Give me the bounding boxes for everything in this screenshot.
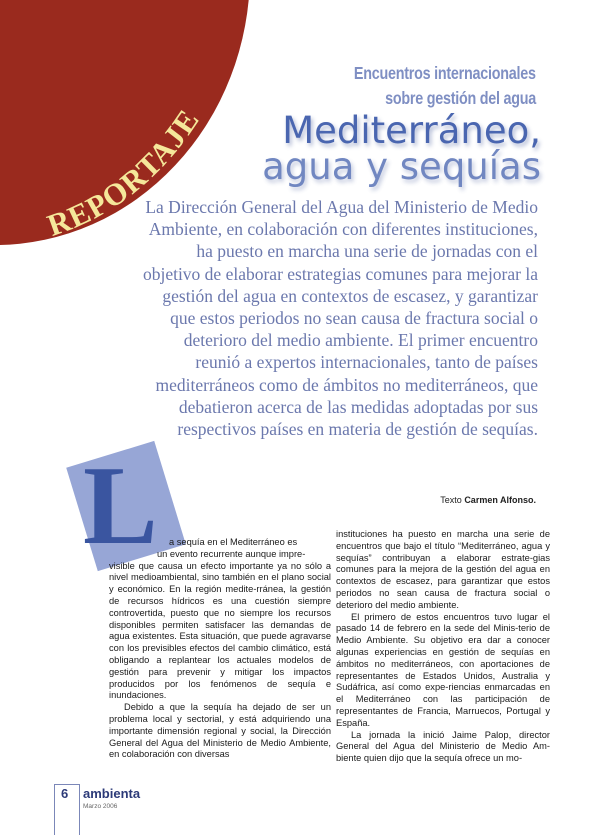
byline-author: Carmen Alfonso.: [464, 495, 536, 505]
section-label-text: REPORTAJE: [42, 102, 207, 243]
byline-prefix: Texto: [440, 495, 462, 505]
page-number: 6: [61, 786, 69, 801]
body-text-line: a sequía en el Mediterráneo es: [169, 537, 298, 547]
kicker-line-2: sobre gestión del agua: [385, 88, 536, 108]
article-title-line-2: agua y sequías: [262, 145, 541, 188]
body-paragraph: visible que causa un efecto importante ya no sólo a nivel medioambiental, sino también en el plano social y económico. En la región medite-rránea, la gestión de recursos hídricos es una cuestión siempre controvertida, puesto que no siempre los recursos disponibles permiten satisfacer las demandas de agua existentes. Esta situación, que puede agravarse con los previsibles efectos del cambio climático, está obligando a replantear los actuales modelos de gestión para prevenir y mitigar los impactos producidos por los fenómenos de sequía e inundaciones.: [109, 560, 331, 701]
body-paragraph: instituciones ha puesto en marcha una serie de encuentros que bajo el título “Mediterráneo, agua y sequías” contribuyan a elaborar estrate-gias comunes para la mejora de la gestión del agua en contextos de escasez, para garantizar que estos periodos no sean causa de fractura social o deterioro del medio ambiente.: [336, 529, 550, 610]
body-column-1: [109, 537, 331, 761]
body-text-line: un evento recurrente aunque impre-: [157, 548, 306, 559]
article-title-line-1: Mediterráneo,: [282, 109, 541, 152]
issue-date: Marzo 2006: [83, 803, 118, 810]
body-paragraph: La jornada la inició Jaime Palop, director General del Agua del Ministerio de Medio Am-biente quien dijo que la sequía ofrece un mo-: [336, 729, 550, 764]
dropcap-letter: L: [83, 444, 158, 568]
body-column-2: [336, 529, 550, 765]
lead-paragraph: La Dirección General del Agua del Ministerio de Medio Ambiente, en colaboración con diferentes instituciones, ha puesto en marcha una serie de jornadas con el objetivo de elaborar estrategias comunes para mejorar la gestión del agua en contextos de escasez, y garantizar que estos periodos no sean causa de fractura social o deterioro del medio ambiente. El primer encuentro reunió a expertos internacionales, tanto de países mediterráneos como de ámbitos no mediterráneos, que debatieron acerca de las medidas adoptadas por sus respectivos países en materia de gestión de sequías.: [142, 197, 538, 440]
magazine-name: ambienta: [83, 786, 141, 801]
kicker-line-1: Encuentros internacionales: [354, 63, 536, 83]
byline: [440, 495, 536, 505]
body-paragraph: El primero de estos encuentros tuvo lugar el pasado 14 de febrero en la sede del Minis-terio de Medio Ambiente. Su objetivo era dar a conocer algunas experiencias en gestión de sequías en ámbitos no mediterráneos, con aportaciones de representantes de Estados Unidos, Australia y Sudáfrica, así como expe-riencias enmarcadas en el Mediterráneo con las participación de representantes de Francia, Marruecos, Portugal y España.: [336, 611, 550, 728]
body-paragraph: Debido a que la sequía ha dejado de ser un problema local y sectorial, y está adquiriendo una importante dimensión regional y social, la Dirección General del Agua del Ministerio de Medio Ambiente, en colaboración con diversas: [109, 702, 331, 760]
